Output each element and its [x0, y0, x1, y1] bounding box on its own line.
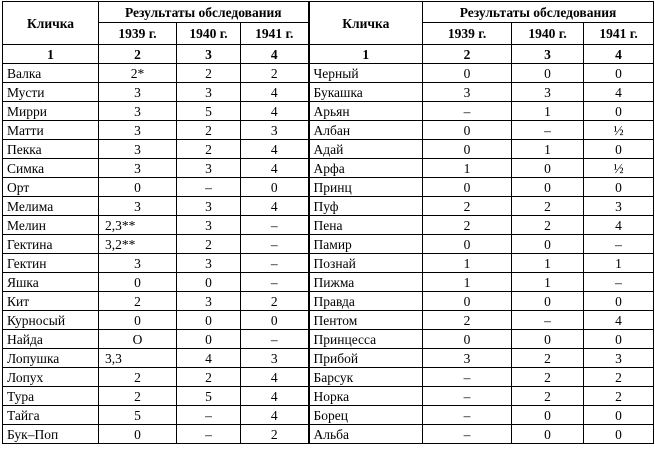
dog-name-cell: Мирри — [3, 102, 99, 121]
score-cell: – — [241, 330, 309, 349]
score-cell: 2 — [177, 235, 241, 254]
score-cell: 3 — [99, 140, 177, 159]
table-row — [3, 292, 654, 311]
score-cell: 0 — [584, 64, 654, 83]
column-number-row — [3, 45, 654, 64]
score-cell: 4 — [584, 83, 654, 102]
score-cell: 1 — [512, 140, 584, 159]
year-header-1940-left: 1940 г. — [177, 23, 241, 45]
score-cell: 2 — [584, 368, 654, 387]
score-cell: 2 — [241, 64, 309, 83]
score-cell: 3 — [177, 254, 241, 273]
dog-name-cell: Пижма — [309, 273, 423, 292]
table-row — [3, 273, 654, 292]
table-row — [3, 235, 654, 254]
table-row — [3, 330, 654, 349]
score-cell: 2 — [423, 311, 512, 330]
table-row — [3, 121, 654, 140]
dog-name-cell: Пентом — [309, 311, 423, 330]
score-cell: 4 — [241, 406, 309, 425]
results-group-header-right: Результаты обследования — [423, 2, 654, 23]
score-cell: 0 — [99, 273, 177, 292]
score-cell: 0 — [512, 292, 584, 311]
dog-name-cell: Познай — [309, 254, 423, 273]
score-cell: 2 — [99, 292, 177, 311]
column-number: 4 — [584, 45, 654, 64]
score-cell: 0 — [241, 311, 309, 330]
dog-name-cell: Норка — [309, 387, 423, 406]
score-cell: 2 — [99, 368, 177, 387]
score-cell: 3 — [99, 102, 177, 121]
score-cell: 3 — [177, 159, 241, 178]
score-cell: 0 — [423, 178, 512, 197]
score-cell: 3 — [99, 254, 177, 273]
score-cell: 1 — [512, 254, 584, 273]
year-header-1941-right: 1941 г. — [584, 23, 654, 45]
score-cell: – — [241, 273, 309, 292]
score-cell: 1 — [584, 254, 654, 273]
table-row — [3, 387, 654, 406]
score-cell: – — [177, 178, 241, 197]
score-cell: 4 — [241, 83, 309, 102]
score-cell: – — [177, 406, 241, 425]
table-row — [3, 311, 654, 330]
score-cell: 0 — [584, 140, 654, 159]
score-cell: 2 — [177, 64, 241, 83]
score-cell: 2 — [423, 197, 512, 216]
dog-name-cell: Принцесса — [309, 330, 423, 349]
score-cell: 0 — [423, 64, 512, 83]
score-cell: 3 — [177, 292, 241, 311]
table-row — [3, 254, 654, 273]
score-cell: 4 — [241, 140, 309, 159]
dog-name-cell: Симка — [3, 159, 99, 178]
score-cell: 0 — [584, 425, 654, 444]
year-header-1939-right: 1939 г. — [423, 23, 512, 45]
score-cell: 1 — [423, 159, 512, 178]
score-cell: – — [423, 387, 512, 406]
dog-name-cell: Арьян — [309, 102, 423, 121]
score-cell: – — [241, 254, 309, 273]
dog-name-cell: Букашка — [309, 83, 423, 102]
score-cell: 4 — [241, 197, 309, 216]
score-cell: 0 — [177, 311, 241, 330]
score-cell: 2,3** — [99, 216, 177, 235]
score-cell: 4 — [241, 159, 309, 178]
table-row — [3, 368, 654, 387]
score-cell: 0 — [241, 178, 309, 197]
score-cell: 2 — [512, 197, 584, 216]
name-column-header-right: Кличка — [309, 2, 423, 45]
score-cell: 2 — [241, 425, 309, 444]
score-cell: – — [512, 121, 584, 140]
dog-name-cell: Тайга — [3, 406, 99, 425]
score-cell: 0 — [512, 178, 584, 197]
score-cell: 0 — [584, 102, 654, 121]
year-header-1941-left: 1941 г. — [241, 23, 309, 45]
score-cell: 0 — [584, 178, 654, 197]
table-row — [3, 349, 654, 368]
dog-name-cell: Матти — [3, 121, 99, 140]
dog-name-cell: Лопух — [3, 368, 99, 387]
column-number: 2 — [99, 45, 177, 64]
score-cell: 2 — [423, 216, 512, 235]
score-cell: 3 — [177, 197, 241, 216]
dog-name-cell: Бук–Поп — [3, 425, 99, 444]
score-cell: 3 — [99, 197, 177, 216]
score-cell: – — [584, 273, 654, 292]
score-cell: 0 — [512, 159, 584, 178]
dog-name-cell: Пекка — [3, 140, 99, 159]
score-cell: 0 — [423, 235, 512, 254]
score-cell: 3 — [423, 349, 512, 368]
table-row — [3, 406, 654, 425]
column-number: 1 — [3, 45, 99, 64]
dog-name-cell: Лопушка — [3, 349, 99, 368]
score-cell: 2 — [177, 368, 241, 387]
table-row — [3, 159, 654, 178]
score-cell: 0 — [99, 178, 177, 197]
dog-name-cell: Барсук — [309, 368, 423, 387]
score-cell: 3 — [177, 83, 241, 102]
year-header-1939-left: 1939 г. — [99, 23, 177, 45]
dog-name-cell: Курносый — [3, 311, 99, 330]
table-row — [3, 102, 654, 121]
table-row — [3, 178, 654, 197]
dog-name-cell: Прибой — [309, 349, 423, 368]
score-cell: 1 — [512, 102, 584, 121]
year-header-1940-right: 1940 г. — [512, 23, 584, 45]
score-cell: 3 — [99, 83, 177, 102]
score-cell: – — [423, 368, 512, 387]
score-cell: 0 — [584, 330, 654, 349]
score-cell: 2 — [241, 292, 309, 311]
column-number: 3 — [177, 45, 241, 64]
score-cell: 5 — [177, 102, 241, 121]
dog-name-cell: Борец — [309, 406, 423, 425]
score-cell: 0 — [99, 425, 177, 444]
score-cell: – — [423, 102, 512, 121]
score-cell: 2 — [512, 216, 584, 235]
score-cell: ½ — [584, 121, 654, 140]
dog-name-cell: Яшка — [3, 273, 99, 292]
score-cell: 3 — [99, 159, 177, 178]
table-row — [3, 425, 654, 444]
table-row — [3, 140, 654, 159]
score-cell: 5 — [99, 406, 177, 425]
score-cell: 2 — [99, 387, 177, 406]
name-column-header-left: Кличка — [3, 2, 99, 45]
dog-name-cell: Арфа — [309, 159, 423, 178]
dog-name-cell: Пуф — [309, 197, 423, 216]
score-cell: 0 — [584, 292, 654, 311]
score-cell: 1 — [512, 273, 584, 292]
table-row — [3, 64, 654, 83]
score-cell: 4 — [241, 387, 309, 406]
dog-name-cell: Мусти — [3, 83, 99, 102]
score-cell: 0 — [177, 330, 241, 349]
score-cell: 5 — [177, 387, 241, 406]
table-row — [3, 83, 654, 102]
dog-name-cell: Тура — [3, 387, 99, 406]
score-cell: 3 — [177, 216, 241, 235]
results-group-header-left: Результаты обследования — [99, 2, 309, 23]
table-header — [3, 2, 654, 64]
score-cell: О — [99, 330, 177, 349]
score-cell: 0 — [423, 140, 512, 159]
survey-results-table — [2, 1, 654, 444]
score-cell: 1 — [423, 254, 512, 273]
column-number: 3 — [512, 45, 584, 64]
score-cell: 0 — [423, 121, 512, 140]
score-cell: 0 — [512, 64, 584, 83]
score-cell: 0 — [512, 330, 584, 349]
score-cell: 0 — [177, 273, 241, 292]
score-cell: 1 — [423, 273, 512, 292]
score-cell: 0 — [99, 311, 177, 330]
score-cell: 0 — [512, 406, 584, 425]
score-cell: 2 — [177, 121, 241, 140]
dog-name-cell: Гектина — [3, 235, 99, 254]
score-cell: – — [177, 425, 241, 444]
score-cell: – — [512, 311, 584, 330]
score-cell: 4 — [241, 102, 309, 121]
score-cell: 2 — [512, 349, 584, 368]
column-number: 1 — [309, 45, 423, 64]
dog-name-cell: Принц — [309, 178, 423, 197]
dog-name-cell: Орт — [3, 178, 99, 197]
score-cell: 0 — [512, 425, 584, 444]
table-row — [3, 216, 654, 235]
dog-name-cell: Альба — [309, 425, 423, 444]
dog-name-cell: Правда — [309, 292, 423, 311]
table-row — [3, 197, 654, 216]
dog-name-cell: Мелин — [3, 216, 99, 235]
score-cell: 4 — [177, 349, 241, 368]
score-cell: 2 — [512, 387, 584, 406]
dog-name-cell: Черный — [309, 64, 423, 83]
dog-name-cell: Найда — [3, 330, 99, 349]
score-cell: – — [584, 235, 654, 254]
dog-name-cell: Гектин — [3, 254, 99, 273]
dog-name-cell: Валка — [3, 64, 99, 83]
score-cell: 3 — [584, 197, 654, 216]
dog-name-cell: Албан — [309, 121, 423, 140]
column-number: 2 — [423, 45, 512, 64]
header-row-top — [3, 2, 654, 23]
column-number: 4 — [241, 45, 309, 64]
score-cell: 2 — [584, 387, 654, 406]
score-cell: 0 — [512, 235, 584, 254]
score-cell: 2* — [99, 64, 177, 83]
dog-name-cell: Мелима — [3, 197, 99, 216]
score-cell: 3,3 — [99, 349, 177, 368]
dog-name-cell: Кит — [3, 292, 99, 311]
table-body — [3, 64, 654, 444]
score-cell: 4 — [584, 216, 654, 235]
score-cell: 3 — [512, 83, 584, 102]
dog-name-cell: Пена — [309, 216, 423, 235]
score-cell: 0 — [423, 292, 512, 311]
score-cell: 2 — [177, 140, 241, 159]
score-cell: – — [241, 235, 309, 254]
score-cell: ½ — [584, 159, 654, 178]
score-cell: 3 — [241, 349, 309, 368]
score-cell: 4 — [241, 368, 309, 387]
score-cell: – — [241, 216, 309, 235]
score-cell: – — [423, 406, 512, 425]
score-cell: – — [423, 425, 512, 444]
score-cell: 0 — [584, 406, 654, 425]
score-cell: 2 — [512, 368, 584, 387]
score-cell: 3,2** — [99, 235, 177, 254]
score-cell: 3 — [99, 121, 177, 140]
score-cell: 3 — [241, 121, 309, 140]
dog-name-cell: Памир — [309, 235, 423, 254]
dog-name-cell: Адай — [309, 140, 423, 159]
score-cell: 3 — [423, 83, 512, 102]
score-cell: 3 — [584, 349, 654, 368]
score-cell: 0 — [423, 330, 512, 349]
score-cell: 4 — [584, 311, 654, 330]
